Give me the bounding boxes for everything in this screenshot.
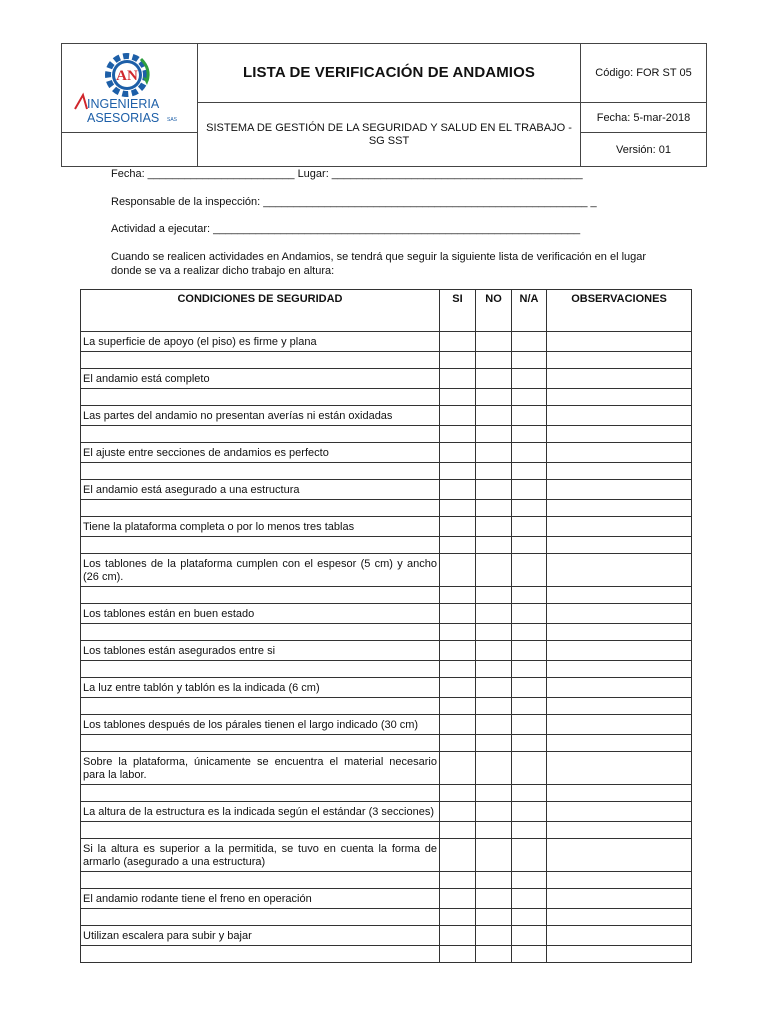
title-cell (198, 44, 581, 103)
no-checkbox[interactable] (476, 369, 512, 389)
table-spacer-row (81, 463, 692, 480)
no-checkbox[interactable] (476, 604, 512, 624)
header-conditions: CONDICIONES DE SEGURIDAD (81, 290, 440, 332)
no-checkbox[interactable] (476, 926, 512, 946)
observation-cell[interactable] (547, 752, 692, 785)
observation-cell[interactable] (547, 715, 692, 735)
logo-monogram: AN (116, 67, 138, 84)
checklist-header-row (81, 290, 692, 332)
na-checkbox[interactable] (512, 554, 547, 587)
condition-cell: Los tablones después de los párales tienen el largo indicado (30 cm) (81, 715, 440, 735)
actividad-field[interactable]: Actividad a ejecutar: ____________________________________________________________ (111, 223, 581, 235)
logo-text-top: INGENIERIA (87, 96, 160, 111)
condition-cell: El ajuste entre secciones de andamios es perfecto (81, 443, 440, 463)
table-row (81, 517, 692, 537)
observation-cell[interactable] (547, 678, 692, 698)
table-row (81, 839, 692, 872)
table-row (81, 554, 692, 587)
condition-cell: Si la altura es superior a la permitida, se tuvo en cuenta la forma de armarlo (asegurado a una estructura) (81, 839, 440, 872)
si-checkbox[interactable] (440, 752, 476, 785)
na-checkbox[interactable] (512, 839, 547, 872)
document-subtitle: SISTEMA DE GESTIÓN DE LA SEGURIDAD Y SALUD EN EL TRABAJO - SG SST (206, 121, 572, 147)
document-title: LISTA DE VERIFICACIÓN DE ANDAMIOS (243, 64, 535, 81)
header-na: N/A (512, 290, 547, 332)
observation-cell[interactable] (547, 332, 692, 352)
na-checkbox[interactable] (512, 604, 547, 624)
no-checkbox[interactable] (476, 406, 512, 426)
na-checkbox[interactable] (512, 802, 547, 822)
na-checkbox[interactable] (512, 517, 547, 537)
table-spacer-row (81, 698, 692, 715)
observation-cell[interactable] (547, 889, 692, 909)
no-checkbox[interactable] (476, 678, 512, 698)
no-checkbox[interactable] (476, 517, 512, 537)
si-checkbox[interactable] (440, 369, 476, 389)
table-row (81, 332, 692, 352)
fecha-lugar-field[interactable]: Fecha: ________________________ Lugar: _________________________________________ (111, 168, 583, 180)
header-no: NO (476, 290, 512, 332)
si-checkbox[interactable] (440, 406, 476, 426)
condition-cell: La altura de la estructura es la indicada según el estándar (3 secciones) (81, 802, 440, 822)
observation-cell[interactable] (547, 926, 692, 946)
no-checkbox[interactable] (476, 889, 512, 909)
table-spacer-row (81, 352, 692, 369)
table-spacer-row (81, 624, 692, 641)
si-checkbox[interactable] (440, 332, 476, 352)
header-observations: OBSERVACIONES (547, 290, 692, 332)
condition-cell: Las partes del andamio no presentan averías ni están oxidadas (81, 406, 440, 426)
no-checkbox[interactable] (476, 443, 512, 463)
logo-text-bottom: ASESORIAS (87, 110, 160, 125)
code-cell (581, 44, 707, 103)
si-checkbox[interactable] (440, 715, 476, 735)
company-logo-cell (62, 44, 198, 133)
si-checkbox[interactable] (440, 802, 476, 822)
na-checkbox[interactable] (512, 715, 547, 735)
table-row (81, 715, 692, 735)
condition-cell: La superficie de apoyo (el piso) es firme y plana (81, 332, 440, 352)
table-row (81, 443, 692, 463)
logo-text-suffix: SAS (167, 116, 178, 123)
observation-cell[interactable] (547, 517, 692, 537)
table-spacer-row (81, 822, 692, 839)
si-checkbox[interactable] (440, 517, 476, 537)
condition-cell: El andamio está completo (81, 369, 440, 389)
table-row (81, 802, 692, 822)
na-checkbox[interactable] (512, 480, 547, 500)
na-checkbox[interactable] (512, 752, 547, 785)
responsable-field[interactable]: Responsable de la inspección: _____________________________________________________ _ (111, 196, 597, 208)
na-checkbox[interactable] (512, 406, 547, 426)
table-spacer-row (81, 735, 692, 752)
observation-cell[interactable] (547, 554, 692, 587)
table-row (81, 678, 692, 698)
si-checkbox[interactable] (440, 554, 476, 587)
condition-cell: Sobre la plataforma, únicamente se encuentra el material necesario para la labor. (81, 752, 440, 785)
observation-cell[interactable] (547, 839, 692, 872)
si-checkbox[interactable] (440, 926, 476, 946)
table-spacer-row (81, 426, 692, 443)
table-row (81, 604, 692, 624)
table-row (81, 752, 692, 785)
condition-cell: El andamio está asegurado a una estructura (81, 480, 440, 500)
condition-cell: Tiene la plataforma completa o por lo menos tres tablas (81, 517, 440, 537)
table-spacer-row (81, 661, 692, 678)
document-version: Versión: 01 (615, 143, 672, 156)
header-si: SI (440, 290, 476, 332)
na-checkbox[interactable] (512, 889, 547, 909)
table-spacer-row (81, 500, 692, 517)
observation-cell[interactable] (547, 406, 692, 426)
no-checkbox[interactable] (476, 752, 512, 785)
no-checkbox[interactable] (476, 839, 512, 872)
intro-paragraph: Cuando se realicen actividades en Andamios, se tendrá que seguir la siguiente lista de verificación en el lugar donde se va a realizar dicho trabajo en altura: (111, 251, 647, 277)
table-row (81, 889, 692, 909)
table-row (81, 926, 692, 946)
table-spacer-row (81, 872, 692, 889)
observation-cell[interactable] (547, 369, 692, 389)
table-row (81, 406, 692, 426)
si-checkbox[interactable] (440, 480, 476, 500)
na-checkbox[interactable] (512, 443, 547, 463)
table-row (81, 480, 692, 500)
date-cell (581, 103, 707, 133)
na-checkbox[interactable] (512, 369, 547, 389)
subtitle-cell (198, 103, 581, 167)
condition-cell: El andamio rodante tiene el freno en operación (81, 889, 440, 909)
no-checkbox[interactable] (476, 641, 512, 661)
table-spacer-row (81, 537, 692, 554)
no-checkbox[interactable] (476, 802, 512, 822)
si-checkbox[interactable] (440, 641, 476, 661)
table-spacer-row (81, 587, 692, 604)
no-checkbox[interactable] (476, 554, 512, 587)
checklist-table (80, 289, 692, 963)
observation-cell[interactable] (547, 802, 692, 822)
na-checkbox[interactable] (512, 678, 547, 698)
si-checkbox[interactable] (440, 889, 476, 909)
na-checkbox[interactable] (512, 332, 547, 352)
table-row (81, 641, 692, 661)
na-checkbox[interactable] (512, 641, 547, 661)
condition-cell: Los tablones están asegurados entre si (81, 641, 440, 661)
table-row (81, 369, 692, 389)
si-checkbox[interactable] (440, 443, 476, 463)
no-checkbox[interactable] (476, 480, 512, 500)
table-spacer-row (81, 909, 692, 926)
observation-cell[interactable] (547, 480, 692, 500)
no-checkbox[interactable] (476, 332, 512, 352)
na-checkbox[interactable] (512, 926, 547, 946)
observation-cell[interactable] (547, 604, 692, 624)
document-date: Fecha: 5-mar-2018 (596, 111, 691, 124)
si-checkbox[interactable] (440, 604, 476, 624)
condition-cell: Utilizan escalera para subir y bajar (81, 926, 440, 946)
condition-cell: Los tablones están en buen estado (81, 604, 440, 624)
condition-cell: Los tablones de la plataforma cumplen con el espesor (5 cm) y ancho (26 cm). (81, 554, 440, 587)
observation-cell[interactable] (547, 641, 692, 661)
table-spacer-row (81, 946, 692, 963)
document-header (61, 43, 707, 167)
company-logo-icon (67, 45, 192, 127)
si-checkbox[interactable] (440, 839, 476, 872)
document-code: Código: FOR ST 05 (595, 67, 692, 79)
table-spacer-row (81, 389, 692, 406)
no-checkbox[interactable] (476, 715, 512, 735)
table-spacer-row (81, 785, 692, 802)
condition-cell: La luz entre tablón y tablón es la indicada (6 cm) (81, 678, 440, 698)
observation-cell[interactable] (547, 443, 692, 463)
si-checkbox[interactable] (440, 678, 476, 698)
version-cell (581, 133, 707, 167)
